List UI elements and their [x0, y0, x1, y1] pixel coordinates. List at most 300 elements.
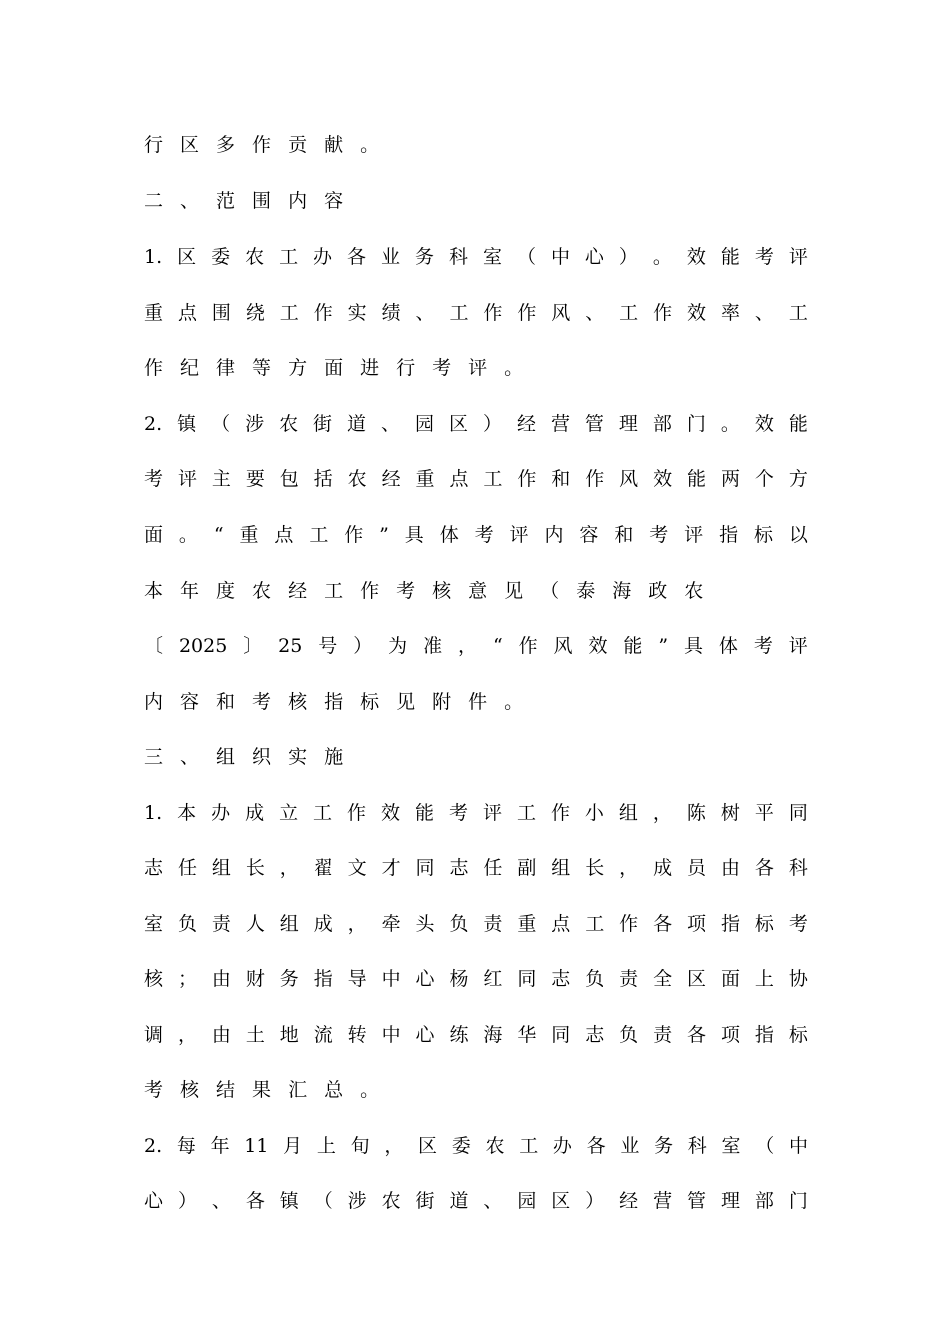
glyph: 评 — [788, 246, 808, 268]
glyph: 组 — [618, 802, 638, 824]
glyph: 能 — [720, 246, 740, 268]
glyph: 11 — [244, 1135, 269, 1157]
glyph: 农 — [252, 580, 272, 602]
glyph: 考 — [788, 913, 808, 935]
glyph: 由 — [211, 968, 231, 990]
glyph: 经 — [619, 1190, 639, 1212]
text-line — [144, 630, 808, 662]
glyph: 经 — [516, 413, 536, 435]
glyph: 附 — [432, 691, 452, 713]
glyph: 年 — [180, 580, 200, 602]
glyph: 组 — [216, 746, 236, 768]
text-line — [144, 352, 808, 384]
glyph: 核 — [288, 691, 308, 713]
glyph: 、 — [180, 746, 200, 768]
glyph: 能 — [623, 635, 643, 657]
glyph: ） — [618, 246, 638, 268]
glyph: 效 — [588, 635, 608, 657]
glyph: 月 — [283, 1135, 303, 1157]
glyph: 调 — [144, 1024, 164, 1046]
glyph: 见 — [504, 580, 524, 602]
glyph: 区 — [551, 1190, 571, 1212]
glyph: 考 — [754, 246, 774, 268]
glyph: 和 — [614, 524, 634, 546]
glyph: 心 — [584, 246, 604, 268]
glyph: 中 — [381, 1024, 401, 1046]
glyph: 。 — [652, 246, 672, 268]
glyph: 财 — [245, 968, 265, 990]
glyph: 考 — [753, 635, 773, 657]
glyph: 主 — [211, 468, 231, 490]
glyph: 组 — [279, 913, 299, 935]
glyph: 责 — [483, 913, 503, 935]
glyph: 。 — [360, 1079, 380, 1101]
section-heading — [144, 185, 808, 217]
text-line — [144, 908, 808, 940]
glyph: 评 — [509, 524, 529, 546]
glyph: 二 — [144, 190, 164, 212]
glyph: 中 — [381, 968, 401, 990]
glyph: 进 — [360, 357, 380, 379]
glyph: 效 — [687, 302, 707, 324]
glyph: 平 — [754, 802, 774, 824]
glyph: 评 — [684, 524, 704, 546]
glyph: 25 — [278, 635, 303, 657]
glyph: “ — [492, 635, 503, 657]
glyph: 重 — [239, 524, 259, 546]
glyph: 为 — [388, 635, 408, 657]
glyph: 办 — [211, 802, 231, 824]
glyph: 重 — [415, 468, 435, 490]
glyph: 绕 — [245, 302, 265, 324]
glyph: 同 — [415, 857, 435, 879]
glyph: 年 — [210, 1135, 230, 1157]
text-line — [144, 519, 808, 551]
glyph: 陈 — [686, 802, 706, 824]
glyph: （ — [755, 1135, 775, 1157]
glyph: 2. — [144, 413, 163, 435]
glyph: 员 — [687, 857, 707, 879]
glyph: 科 — [788, 857, 808, 879]
section-heading — [144, 741, 808, 773]
glyph: 由 — [720, 857, 740, 879]
glyph: 营 — [653, 1190, 673, 1212]
text-line — [144, 1130, 808, 1162]
glyph: 志 — [585, 1024, 605, 1046]
glyph: 务 — [415, 246, 435, 268]
glyph: 效 — [686, 246, 706, 268]
glyph: 作 — [619, 913, 639, 935]
glyph: 门 — [686, 413, 706, 435]
glyph: 重 — [517, 913, 537, 935]
glyph: 科 — [687, 1135, 707, 1157]
glyph: 施 — [324, 746, 344, 768]
glyph: ” — [658, 635, 669, 657]
glyph: 负 — [585, 968, 605, 990]
glyph: 效 — [381, 802, 401, 824]
glyph: 农 — [279, 413, 299, 435]
glyph: 行 — [144, 134, 164, 156]
glyph: 区 — [418, 1135, 438, 1157]
glyph: 理 — [720, 1190, 740, 1212]
glyph: 本 — [144, 580, 164, 602]
glyph: 重 — [144, 302, 164, 324]
glyph: 才 — [381, 857, 401, 879]
glyph: ， — [279, 857, 299, 879]
glyph: 点 — [274, 524, 294, 546]
glyph: 工 — [279, 246, 299, 268]
glyph: 中 — [788, 1135, 808, 1157]
glyph: 考 — [144, 468, 164, 490]
glyph: 地 — [279, 1024, 299, 1046]
glyph: 长 — [585, 857, 605, 879]
glyph: 涉 — [347, 1190, 367, 1212]
glyph: 作 — [252, 134, 272, 156]
glyph: 工 — [313, 802, 333, 824]
glyph: 涉 — [245, 413, 265, 435]
glyph: ） — [177, 1190, 197, 1212]
text-line — [144, 852, 808, 884]
glyph: 。 — [178, 524, 198, 546]
glyph: 每 — [176, 1135, 196, 1157]
glyph: 志 — [551, 968, 571, 990]
glyph: 土 — [245, 1024, 265, 1046]
glyph: 红 — [483, 968, 503, 990]
text-line — [144, 129, 808, 161]
glyph: 农 — [485, 1135, 505, 1157]
glyph: ） — [482, 413, 502, 435]
text-line — [144, 1185, 808, 1217]
glyph: 镇 — [177, 413, 197, 435]
glyph: 区 — [180, 134, 200, 156]
glyph: 2025 — [178, 635, 228, 657]
glyph: 管 — [584, 413, 604, 435]
glyph: ， — [458, 635, 478, 657]
glyph: 包 — [279, 468, 299, 490]
glyph: （ — [211, 413, 231, 435]
glyph: 容 — [180, 691, 200, 713]
glyph: 能 — [415, 802, 435, 824]
glyph: 务 — [279, 968, 299, 990]
glyph: 考 — [396, 580, 416, 602]
glyph: 同 — [788, 802, 808, 824]
glyph: 。 — [504, 691, 524, 713]
glyph: 括 — [313, 468, 333, 490]
glyph: 室 — [482, 246, 502, 268]
glyph: 流 — [313, 1024, 333, 1046]
glyph: 率 — [720, 302, 740, 324]
glyph: 区 — [177, 246, 197, 268]
glyph: 律 — [216, 357, 236, 379]
glyph: 上 — [316, 1135, 336, 1157]
glyph: ， — [652, 802, 672, 824]
glyph: 负 — [177, 913, 197, 935]
glyph: 核 — [180, 1079, 200, 1101]
glyph: 室 — [144, 913, 164, 935]
glyph: 委 — [451, 1135, 471, 1157]
glyph: 考 — [448, 802, 468, 824]
glyph: 工 — [449, 302, 469, 324]
glyph: 个 — [754, 468, 774, 490]
glyph: 标 — [788, 1024, 808, 1046]
glyph: 围 — [252, 190, 272, 212]
glyph: 评 — [177, 468, 197, 490]
glyph: 评 — [788, 635, 808, 657]
glyph: 成 — [653, 857, 673, 879]
glyph: 能 — [687, 468, 707, 490]
glyph: 导 — [347, 968, 367, 990]
glyph: 点 — [177, 302, 197, 324]
glyph: （ — [516, 246, 536, 268]
glyph: 面 — [720, 968, 740, 990]
glyph: 实 — [347, 302, 367, 324]
glyph: 和 — [551, 468, 571, 490]
glyph: 总 — [324, 1079, 344, 1101]
glyph: 结 — [216, 1079, 236, 1101]
glyph: 纪 — [180, 357, 200, 379]
glyph: 核 — [432, 580, 452, 602]
glyph: 、 — [415, 302, 435, 324]
glyph: 成 — [245, 802, 265, 824]
glyph: 2. — [144, 1135, 163, 1157]
text-line — [144, 963, 808, 995]
glyph: 作 — [517, 302, 537, 324]
glyph: 心 — [144, 1190, 164, 1212]
glyph: 经 — [288, 580, 308, 602]
glyph: 项 — [687, 913, 707, 935]
glyph: 负 — [619, 1024, 639, 1046]
glyph: 工 — [279, 302, 299, 324]
glyph: 、 — [483, 1190, 503, 1212]
glyph: “ — [213, 524, 224, 546]
glyph: 任 — [483, 857, 503, 879]
glyph: 务 — [654, 1135, 674, 1157]
glyph: 。 — [504, 357, 524, 379]
glyph: 标 — [754, 524, 774, 546]
glyph: 转 — [347, 1024, 367, 1046]
glyph: ， — [347, 913, 367, 935]
glyph: 工 — [788, 302, 808, 324]
glyph: ， — [619, 857, 639, 879]
glyph: 方 — [788, 468, 808, 490]
glyph: 各 — [347, 246, 367, 268]
glyph: 容 — [324, 190, 344, 212]
glyph: 体 — [439, 524, 459, 546]
glyph: 和 — [216, 691, 236, 713]
glyph: 练 — [449, 1024, 469, 1046]
glyph: 道 — [449, 1190, 469, 1212]
glyph: 内 — [544, 524, 564, 546]
glyph: 效 — [653, 468, 673, 490]
glyph: （ — [313, 1190, 333, 1212]
glyph: 责 — [211, 913, 231, 935]
glyph: 准 — [423, 635, 443, 657]
glyph: 三 — [144, 746, 164, 768]
glyph: 农 — [684, 580, 704, 602]
glyph: 作 — [360, 580, 380, 602]
glyph: 考 — [432, 357, 452, 379]
glyph: 农 — [347, 468, 367, 490]
glyph: 由 — [211, 1024, 231, 1046]
glyph: 能 — [788, 413, 808, 435]
glyph: ； — [177, 968, 197, 990]
glyph: 各 — [653, 913, 673, 935]
glyph: 行 — [396, 357, 416, 379]
glyph: 镇 — [279, 1190, 299, 1212]
glyph: 号 — [318, 635, 338, 657]
glyph: 任 — [177, 857, 197, 879]
glyph: 考 — [144, 1079, 164, 1101]
glyph: 全 — [653, 968, 673, 990]
glyph: 、 — [211, 1190, 231, 1212]
glyph: 工 — [519, 1135, 539, 1157]
glyph: 贡 — [288, 134, 308, 156]
glyph: 作 — [344, 524, 364, 546]
glyph: 政 — [648, 580, 668, 602]
glyph: 各 — [754, 857, 774, 879]
glyph: 作 — [144, 357, 164, 379]
glyph: 街 — [313, 413, 333, 435]
glyph: 头 — [415, 913, 435, 935]
glyph: 评 — [468, 357, 488, 379]
glyph: 牵 — [381, 913, 401, 935]
glyph: 具 — [683, 635, 703, 657]
glyph: 志 — [144, 857, 164, 879]
glyph: 围 — [211, 302, 231, 324]
glyph: 工 — [324, 580, 344, 602]
glyph: 。 — [360, 134, 380, 156]
glyph: 心 — [415, 968, 435, 990]
glyph: 协 — [788, 968, 808, 990]
glyph: 内 — [288, 190, 308, 212]
glyph: 风 — [551, 302, 571, 324]
glyph: 指 — [719, 524, 739, 546]
glyph: 街 — [415, 1190, 435, 1212]
glyph: 件 — [468, 691, 488, 713]
text-line — [144, 297, 808, 329]
glyph: 园 — [517, 1190, 537, 1212]
glyph: 理 — [618, 413, 638, 435]
glyph: 委 — [211, 246, 231, 268]
text-line — [144, 408, 808, 440]
glyph: 织 — [252, 746, 272, 768]
glyph: 意 — [468, 580, 488, 602]
glyph: 作 — [550, 802, 570, 824]
glyph: 风 — [619, 468, 639, 490]
glyph: 两 — [720, 468, 740, 490]
glyph: 指 — [720, 913, 740, 935]
glyph: 果 — [252, 1079, 272, 1101]
glyph: 指 — [324, 691, 344, 713]
glyph: 组 — [551, 857, 571, 879]
glyph: 工 — [309, 524, 329, 546]
glyph: 园 — [415, 413, 435, 435]
glyph: 要 — [245, 468, 265, 490]
glyph: 绩 — [381, 302, 401, 324]
glyph: 多 — [216, 134, 236, 156]
glyph: 。 — [720, 413, 740, 435]
glyph: 汇 — [288, 1079, 308, 1101]
glyph: 考 — [252, 691, 272, 713]
glyph: 责 — [653, 1024, 673, 1046]
glyph: 评 — [482, 802, 502, 824]
text-line — [144, 686, 808, 718]
glyph: 标 — [754, 913, 774, 935]
glyph: 指 — [313, 968, 333, 990]
glyph: ） — [585, 1190, 605, 1212]
glyph: 等 — [252, 357, 272, 379]
glyph: 业 — [381, 246, 401, 268]
glyph: 作 — [347, 802, 367, 824]
glyph: 、 — [585, 302, 605, 324]
glyph: 献 — [324, 134, 344, 156]
glyph: ， — [384, 1135, 404, 1157]
glyph: 同 — [517, 968, 537, 990]
glyph: 各 — [687, 1024, 707, 1046]
glyph: 小 — [584, 802, 604, 824]
glyph: 方 — [288, 357, 308, 379]
glyph: 1. — [144, 246, 163, 268]
glyph: 各 — [245, 1190, 265, 1212]
glyph: 杨 — [449, 968, 469, 990]
glyph: 工 — [619, 302, 639, 324]
glyph: 道 — [347, 413, 367, 435]
glyph: 、 — [381, 413, 401, 435]
glyph: 文 — [347, 857, 367, 879]
glyph: 业 — [620, 1135, 640, 1157]
text-line — [144, 241, 808, 273]
glyph: 旬 — [350, 1135, 370, 1157]
glyph: 负 — [449, 913, 469, 935]
glyph: 室 — [721, 1135, 741, 1157]
text-line — [144, 797, 808, 829]
glyph: 本 — [177, 802, 197, 824]
glyph: 项 — [720, 1024, 740, 1046]
glyph: 容 — [579, 524, 599, 546]
glyph: 以 — [788, 524, 808, 546]
glyph: 华 — [517, 1024, 537, 1046]
glyph: 具 — [404, 524, 424, 546]
glyph: 、 — [754, 302, 774, 324]
glyph: 标 — [360, 691, 380, 713]
glyph: 工 — [516, 802, 536, 824]
text-line — [144, 575, 808, 607]
glyph: 作 — [653, 302, 673, 324]
glyph: 面 — [324, 357, 344, 379]
glyph: 核 — [144, 968, 164, 990]
glyph: 海 — [612, 580, 632, 602]
glyph: 作 — [483, 302, 503, 324]
glyph: 区 — [687, 968, 707, 990]
text-line — [144, 463, 808, 495]
glyph: 考 — [649, 524, 669, 546]
glyph: 办 — [552, 1135, 572, 1157]
glyph: ” — [379, 524, 389, 546]
glyph: 效 — [754, 413, 774, 435]
glyph: 立 — [279, 802, 299, 824]
glyph: 农 — [245, 246, 265, 268]
glyph: 作 — [585, 468, 605, 490]
glyph: 责 — [619, 968, 639, 990]
glyph: 长 — [245, 857, 265, 879]
glyph: 面 — [144, 524, 164, 546]
glyph: 各 — [586, 1135, 606, 1157]
glyph: 1. — [144, 802, 163, 824]
glyph: 翟 — [313, 857, 333, 879]
glyph: 工 — [585, 913, 605, 935]
glyph: 作 — [313, 302, 333, 324]
glyph: 上 — [754, 968, 774, 990]
